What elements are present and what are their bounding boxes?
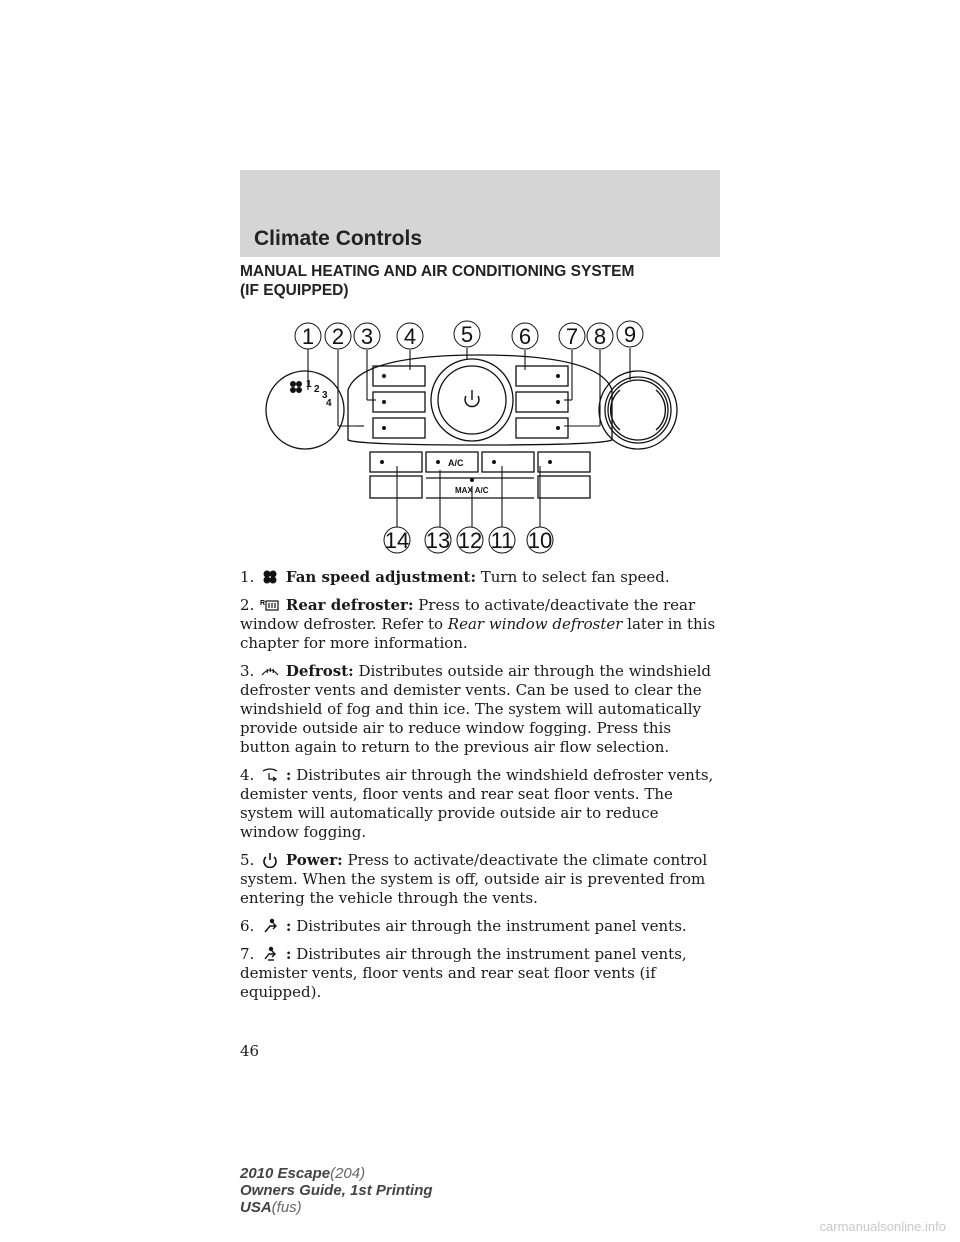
svg-text:10: 10 [527, 528, 553, 553]
callout-bottom [384, 527, 553, 553]
page-heading [240, 262, 720, 300]
heading-line-2: (IF EQUIPPED) [240, 282, 349, 299]
panel-floor-button[interactable] [516, 392, 568, 412]
fan-dial-4: 4 [326, 398, 332, 409]
max-ac-label: MAX A/C [455, 486, 489, 495]
svg-text:3: 3 [360, 324, 374, 349]
section-header-band [240, 170, 720, 257]
item-fan-speed: 1. Fan speed adjustment: Turn to select fan speed. [240, 568, 670, 586]
power-icon [259, 852, 281, 868]
fan-icon [290, 381, 302, 393]
recirculation-button[interactable] [482, 452, 534, 472]
svg-text:14: 14 [384, 528, 410, 553]
item-list [240, 568, 720, 1011]
footer-code: (204) [330, 1165, 366, 1182]
footer-region: USA [240, 1199, 272, 1216]
svg-text:2: 2 [331, 324, 345, 349]
svg-text:8: 8 [593, 324, 607, 349]
svg-text:9: 9 [623, 322, 637, 347]
rear-defroster-button[interactable] [373, 418, 425, 438]
item-panel-vents: 6. : Distributes air through the instrument panel vents. [240, 917, 687, 935]
watermark: carmanualsonline.info [819, 1219, 946, 1234]
svg-text:13: 13 [425, 528, 451, 553]
callout-top [295, 321, 643, 349]
fan-speed-knob[interactable] [266, 371, 344, 449]
svg-text:11: 11 [490, 528, 514, 553]
panel-floor-icon [259, 946, 281, 962]
floor-defrost-icon [259, 767, 281, 783]
defrost-button[interactable] [373, 392, 425, 412]
panel-vent-button[interactable] [516, 366, 568, 386]
svg-text:4: 4 [403, 324, 417, 349]
left-seat-heater-button[interactable] [370, 452, 422, 472]
right-seat-heater-button[interactable] [538, 452, 590, 472]
item-panel-floor-vents: 7. : Distributes air through the instrument panel vents, demister vents, floor vents and rear seat floor vents (if equipped). [240, 945, 687, 1001]
section-title: Climate Controls [254, 227, 423, 250]
climate-control-diagram [240, 300, 720, 562]
svg-text:R: R [260, 600, 266, 607]
page-number: 46 [240, 1042, 260, 1060]
svg-text:12: 12 [457, 528, 483, 553]
footer-region-code: (fus) [271, 1199, 302, 1216]
fan-icon [259, 569, 281, 585]
floor-vent-button[interactable] [516, 418, 568, 438]
footer-printing: Owners Guide, 1st Printing [240, 1182, 433, 1199]
item-floor-defrost: 4. : Distributes air through the windshield defroster vents, demister vents, floor vents and rear seat floor vents. The system will automatically provide outside air to reduce window fogging. [240, 766, 714, 841]
ac-label: A/C [448, 458, 464, 468]
footer-model: 2010 Escape [240, 1165, 331, 1182]
svg-text:7: 7 [565, 324, 579, 349]
fan-dial-3: 3 [322, 390, 328, 401]
defrost-icon [259, 663, 281, 679]
footer [240, 1165, 433, 1216]
svg-text:6: 6 [518, 324, 532, 349]
svg-text:5: 5 [460, 322, 474, 347]
fan-dial-1: 1 [306, 379, 312, 390]
panel-vent-icon [259, 918, 281, 934]
item-defrost: 3. Defrost: Distributes outside air through the windshield defroster vents and demister vents. Can be used to clear the windshield of fog and thin ice. The system will automatically provide outside air to reduce window fogging. Press this button again to return to the previous air flow selection. [240, 662, 712, 756]
rear-defroster-icon [259, 597, 281, 613]
floor-defrost-button[interactable] [373, 366, 425, 386]
item-power: 5. Power: Press to activate/deactivate the climate control system. When the system is off, outside air is prevented from entering the vehicle through the vents. [240, 851, 708, 907]
svg-text:1: 1 [301, 324, 315, 349]
heading-line-1: MANUAL HEATING AND AIR CONDITIONING SYSTEM [240, 263, 635, 280]
item-rear-defroster: 2. R Rear defroster: Press to activate/deactivate the rear window defroster. Refer to Rear window defroster later in this chapter for more information. [240, 596, 716, 652]
fan-dial-2: 2 [314, 384, 320, 395]
